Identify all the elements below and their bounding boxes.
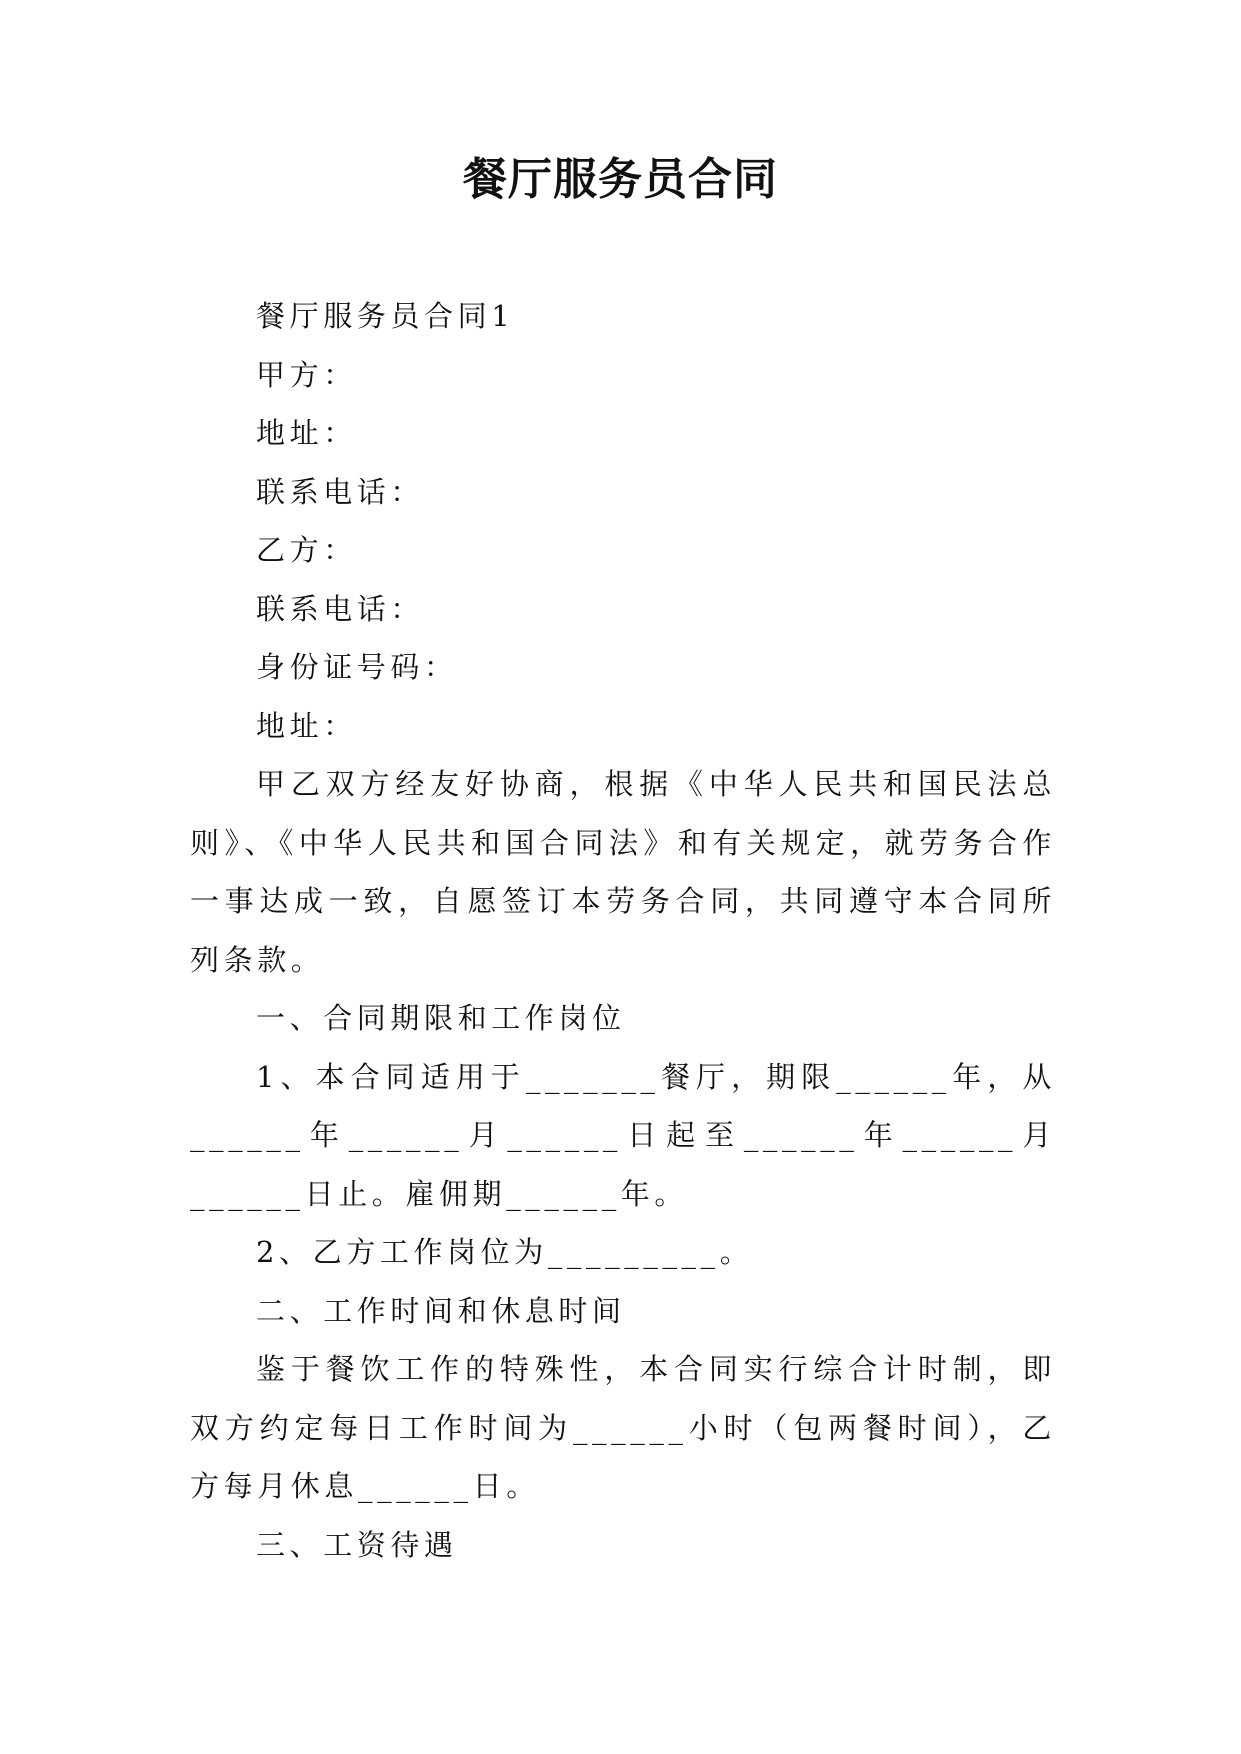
party-a-address-line: 地址： [256,416,357,450]
section-heading-term-position: 一、合同期限和工作岗位 [256,1001,626,1035]
contract-heading-1: 餐厅服务员合同1 [256,299,515,333]
party-b-id-line: 身份证号码： [256,650,458,684]
work-hours-paragraph: 鉴于餐饮工作的特殊性，本合同实行综合计时制，即双方约定每日工作时间为______小时（包两餐时间），乙方每月休息______日。 [190,1352,1056,1503]
party-b-address-line: 地址： [256,708,357,743]
clause-1-term: 1、本合同适用于_______餐厅，期限______年，从______年______月______日起至______年______月______日止。雇佣期______年。 [190,1059,1056,1211]
party-b-line: 乙方： [256,533,357,567]
party-a-phone-line: 联系电话： [256,474,425,509]
document-title: 餐厅服务员合同 [463,154,778,205]
preamble-paragraph: 甲乙双方经友好协商，根据《中华人民共和国民法总则》、《中华人民共和国合同法》和有关规定，就劳务合作一事达成一致，自愿签订本劳务合同，共同遵守本合同所列条款。 [190,767,1056,977]
party-b-phone-line: 联系电话： [256,591,425,626]
section-heading-work-hours: 二、工作时间和休息时间 [256,1293,626,1328]
clause-2-position: 2、乙方工作岗位为_________。 [256,1235,754,1269]
section-heading-salary: 三、工资待遇 [256,1527,458,1562]
document-body [190,287,1056,1574]
party-a-line: 甲方： [256,357,357,392]
